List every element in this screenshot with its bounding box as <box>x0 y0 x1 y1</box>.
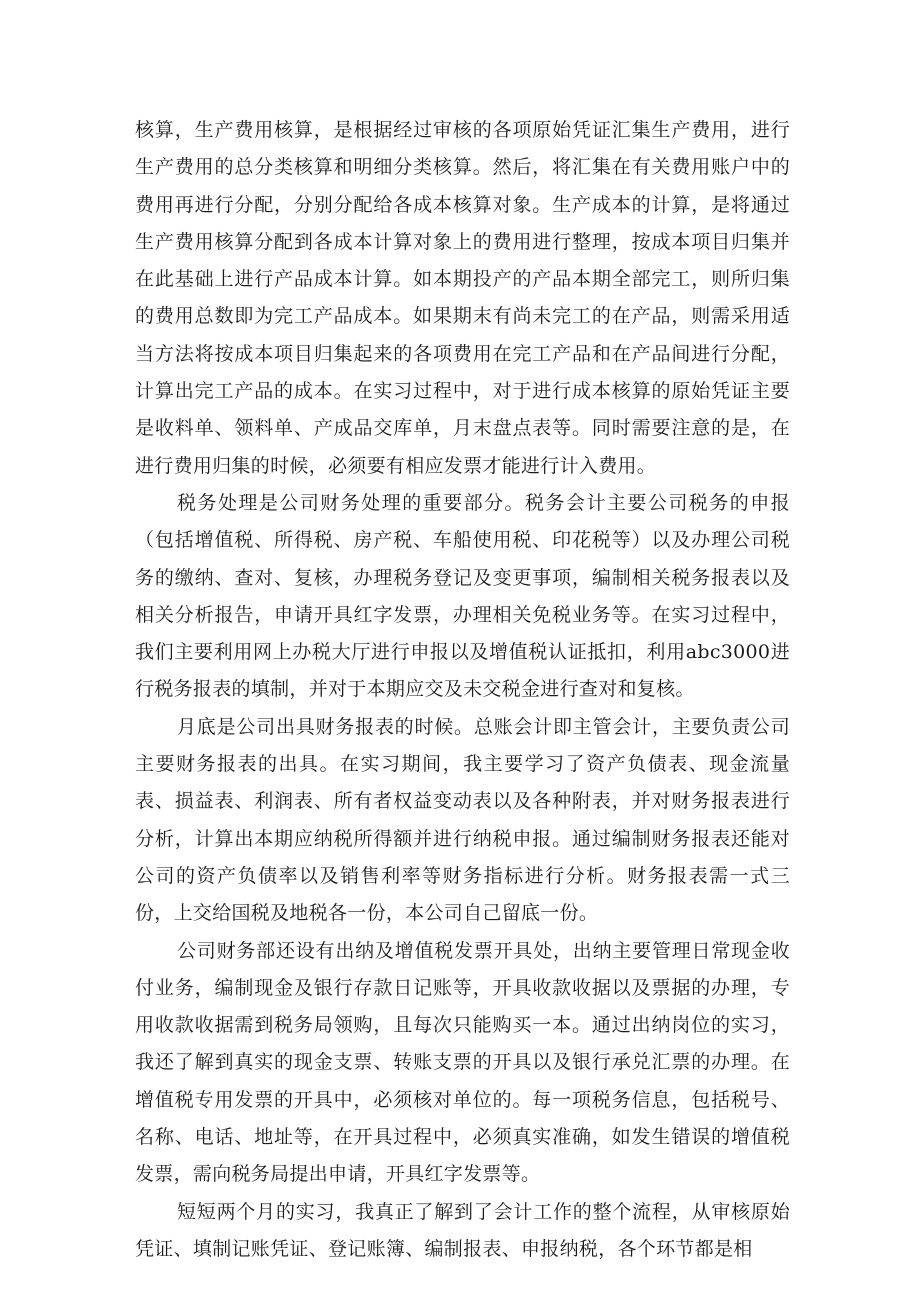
paragraph-cashier-invoices: 公司财务部还设有出纳及增值税发票开具处，出纳主要管理日常现金收付业务，编制现金及银行存款日记账等，开具收款收据以及票据的办理，专用收款收据需到税务局领购，且每次只能购买一本。通过出纳岗位的实习，我还了解到真实的现金支票、转账支票的开具以及银行承兑汇票的办理。在增值税专用发票的开具中，必须核对单位的。每一项税务信息，包括税号、名称、电话、地址等，在开具过程中，必须真实准确，如发生错误的增值税发票，需向税务局提出申请，开具红字发票等。 <box>135 939 790 1186</box>
document-body <box>135 112 790 1268</box>
paragraph-cost-accounting: 核算，生产费用核算，是根据经过审核的各项原始凭证汇集生产费用，进行生产费用的总分类核算和明细分类核算。然后，将汇集在有关费用账户中的费用再进行分配，分别分配给各成本核算对象。生产成本的计算，是将通过生产费用核算分配到各成本计算对象上的费用进行整理，按成本项目归集并在此基础上进行产品成本计算。如本期投产的产品本期全部完工，则所归集的费用总数即为完工产品成本。如果期末有尚未完工的在产品，则需采用适当方法将按成本项目归集起来的各项费用在完工产品和在产品间进行分配，计算出完工产品的成本。在实习过程中，对于进行成本核算的原始凭证主要是收料单、领料单、产成品交库单，月末盘点表等。同时需要注意的是，在进行费用归集的时候，必须要有相应发票才能进行计入费用。 <box>135 119 790 477</box>
paragraph-financial-statements: 月底是公司出具财务报表的时候。总账会计即主管会计，主要负责公司主要财务报表的出具。在实习期间，我主要学习了资产负债表、现金流量表、损益表、利润表、所有者权益变动表以及各种附表，并对财务报表进行分析，计算出本期应纳税所得额并进行纳税申报。通过编制财务报表还能对公司的资产负债率以及销售利率等财务指标进行分析。财务报表需一式三份，上交给国税及地税各一份，本公司自己留底一份。 <box>135 715 790 925</box>
paragraph-internship-summary: 短短两个月的实习，我真正了解到了会计工作的整个流程，从审核原始凭证、填制记账凭证、登记账簿、编制报表、申报纳税，各个环节都是相 <box>135 1200 790 1260</box>
paragraph-tax-processing: 税务处理是公司财务处理的重要部分。税务会计主要公司税务的申报（包括增值税、所得税、房产税、车船使用税、印花税等）以及办理公司税务的缴纳、查对、复核，办理税务登记及变更事项，编制相关税务报表以及相关分析报告，申请开具红字发票，办理相关免税业务等。在实习过程中，我们主要利用网上办税大厅进行申报以及增值税认证抵扣，利用abc3000进行税务报表的填制，并对于本期应交及未交税金进行查对和复核。 <box>135 491 790 701</box>
